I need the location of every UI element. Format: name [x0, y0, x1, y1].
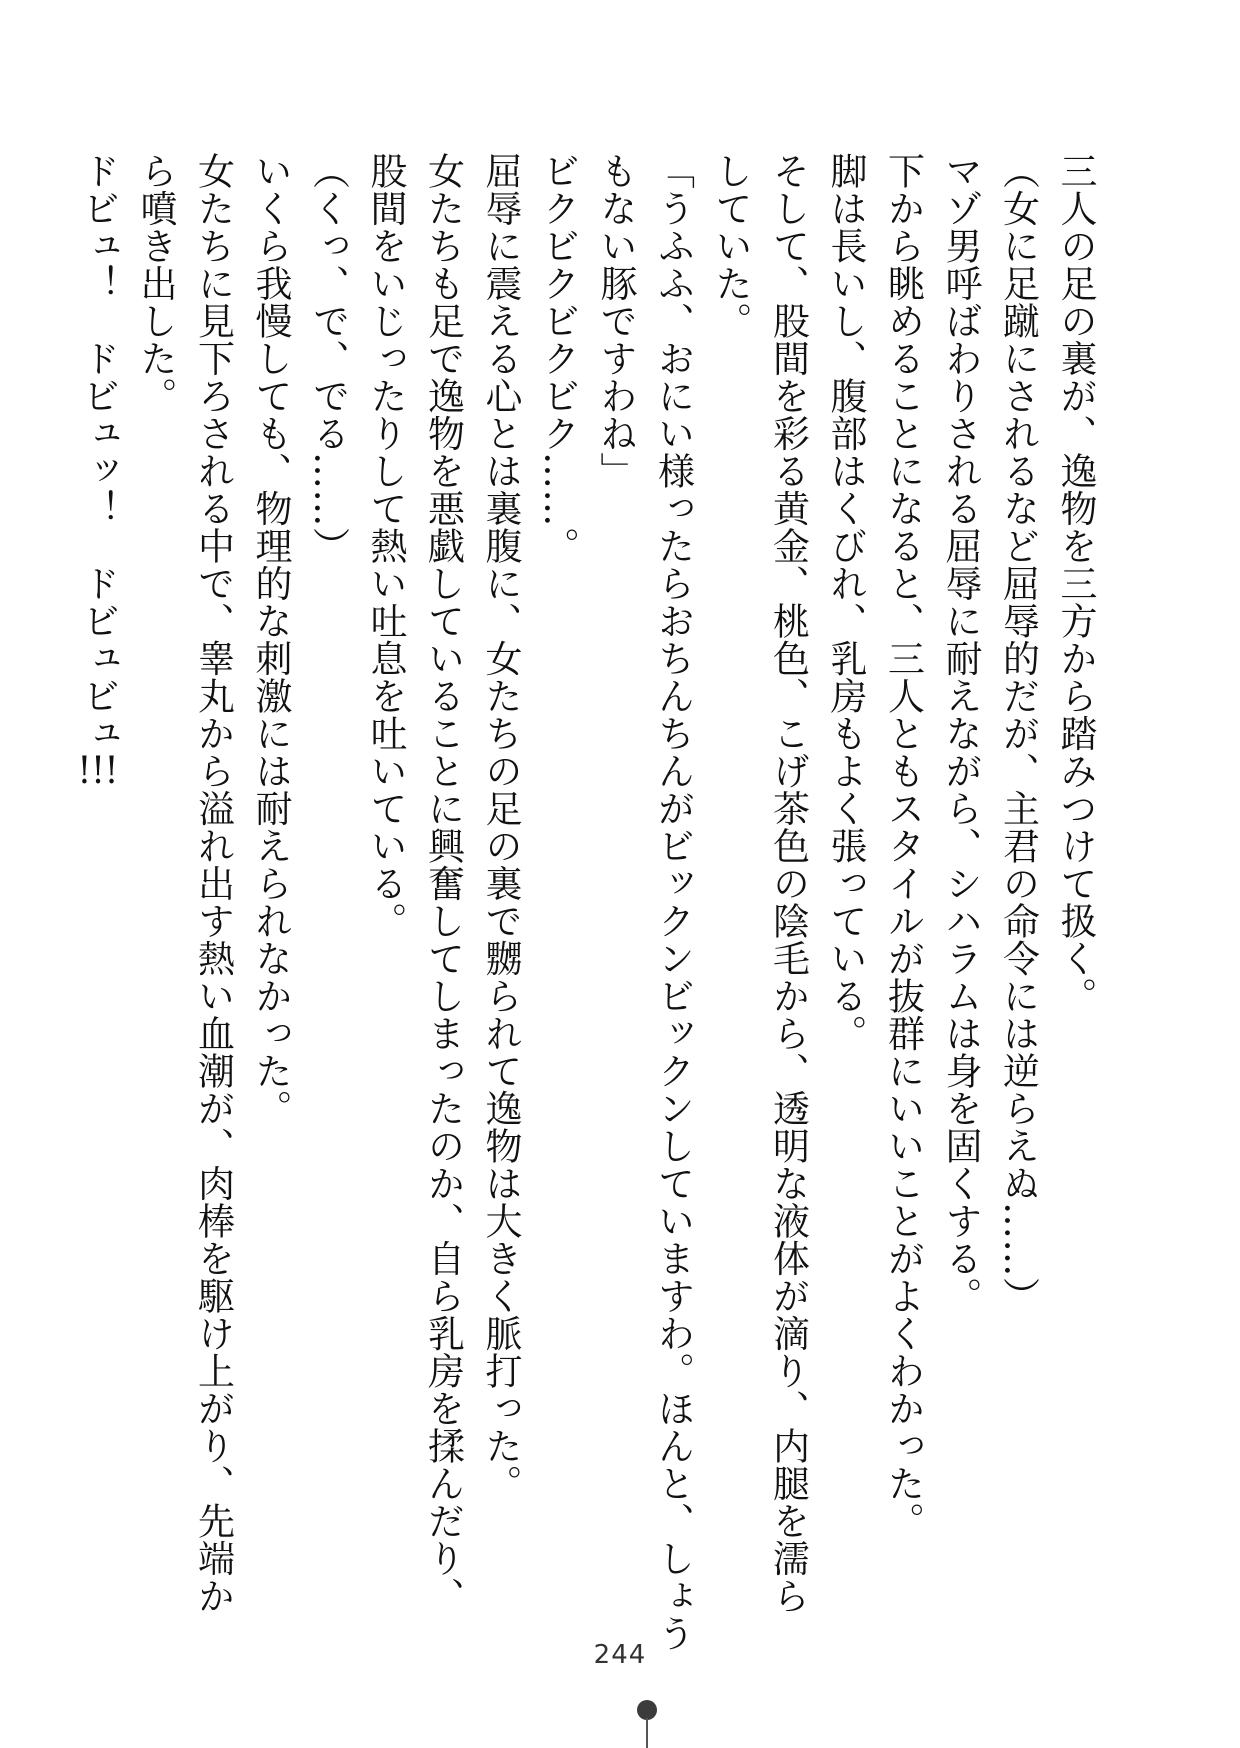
text-line: 三人の足の裏が、逸物を三方から踏みつけて扱く。	[1054, 152, 1097, 1015]
exclamation-group: !!!	[77, 752, 119, 789]
text-line: ら噴き出した。	[134, 152, 177, 415]
text-line: 脚は長いし、腹部はくびれ、乳房もよく張っている。	[824, 152, 867, 1052]
text-line: 「うふふ、おにい様ったらおちんちんがビックンビックンしていますわ。ほんと、しょう	[651, 152, 695, 1652]
text-line: 下から眺めることになると、三人ともスタイルが抜群にいいことがよくわかった。	[881, 152, 925, 1540]
text-line: ビクビクビクビク……。	[536, 152, 580, 565]
text-line: 女たちに見下ろされる中で、睾丸から溢れ出す熱い血潮が、肉棒を駆け上がり、先端か	[191, 152, 235, 1615]
text-line: そして、股間を彩る黄金、桃色、こげ茶色の陰毛から、透明な液体が滴り、内腿を濡ら	[766, 152, 810, 1615]
text-line: （くっ、で、でる……）	[306, 152, 350, 565]
body-text	[69, 152, 1104, 1652]
text-line: （女に足蹴にされるなど屈辱的だが、主君の命令には逆らえぬ……）	[996, 152, 1040, 1315]
bookmark-line	[646, 1718, 648, 1748]
text-line: 女たちも足で逸物を悪戯していることに興奮してしまったのか、自ら乳房を揉んだり、	[421, 152, 465, 1615]
text-line: マゾ男呼ばわりされる屈辱に耐えながら、シハラムは身を固くする。	[939, 152, 982, 1315]
text-line: 股間をいじったりして熱い吐息を吐いている。	[364, 152, 407, 940]
text-line: していた。	[709, 152, 752, 340]
text-line: ドビュ！ ドビュッ！ ドビュビュ!!!	[76, 152, 120, 789]
text-line: もない豚ですわね」	[594, 152, 637, 490]
page-number: 244	[593, 1640, 647, 1670]
bookmark-dot-icon	[637, 1700, 657, 1720]
text-line: 屈辱に震える心とは裏腹に、女たちの足の裏で嬲られて逸物は大きく脈打った。	[479, 152, 522, 1502]
text-line: いくら我慢しても、物理的な刺激には耐えられなかった。	[249, 152, 292, 1127]
